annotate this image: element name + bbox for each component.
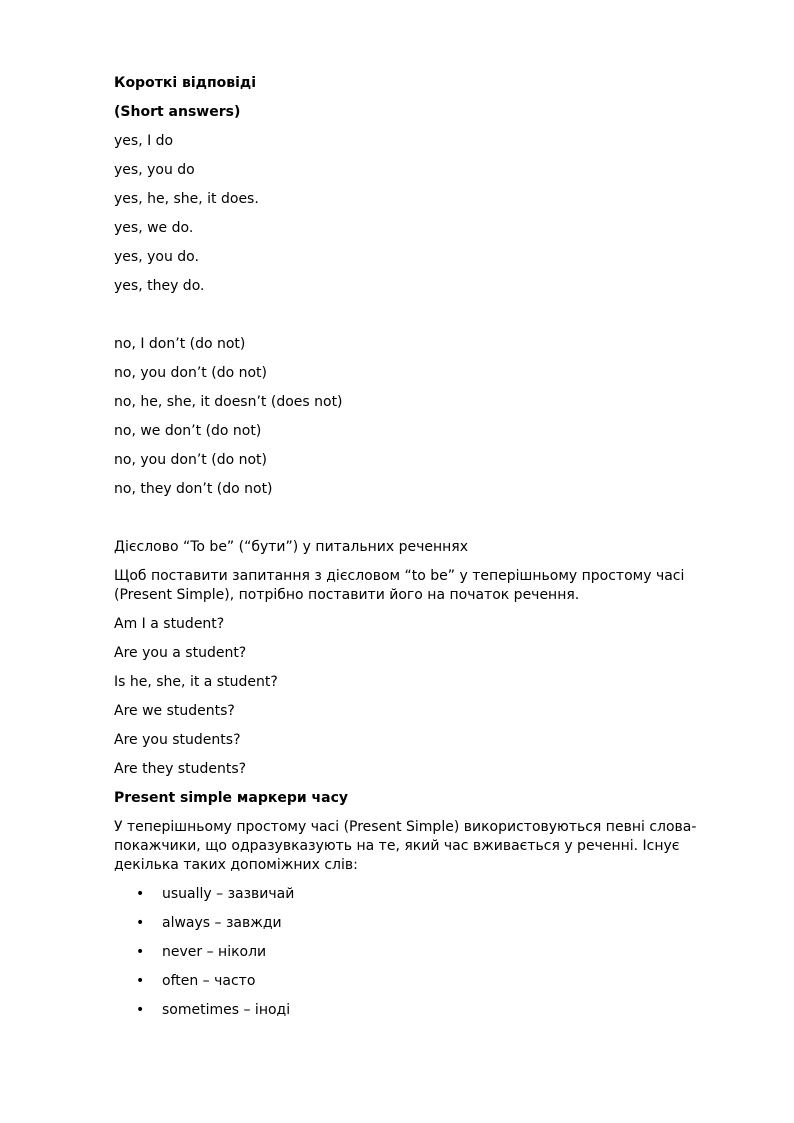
yes-answer: yes, you do: [114, 162, 195, 178]
section-title: Короткі відповіді: [114, 75, 257, 91]
blank-line: [114, 306, 729, 325]
to-be-question: Am I a student?: [114, 616, 225, 632]
marker-text: usually – зазвичай: [162, 886, 295, 902]
markers-intro: У теперішньому простому часі (Present Simple) використовуються певні слова-покажчики, що одразувказують на те, який час вживається у реченні. Існує декілька таких допоміжних слів:: [114, 819, 697, 873]
section-subtitle: (Short answers): [114, 104, 241, 120]
to-be-question: Are they students?: [114, 761, 247, 777]
to-be-intro: Щоб поставити запитання з дієсловом “to be” у теперішньому простому часі (Present Simple), потрібно поставити його на початок речення.: [114, 568, 685, 603]
no-answer: no, you don’t (do not): [114, 365, 267, 381]
list-item: [114, 943, 729, 962]
to-be-question: Are you a student?: [114, 645, 247, 661]
to-be-question: Are we students?: [114, 703, 235, 719]
list-item: [114, 972, 729, 991]
bullet-icon: •: [136, 915, 145, 931]
yes-answer: yes, I do: [114, 133, 174, 149]
list-item: [114, 914, 729, 933]
to-be-question: Is he, she, it a student?: [114, 674, 278, 690]
yes-answer: yes, we do.: [114, 220, 194, 236]
document-page: [114, 74, 729, 1030]
marker-text: never – ніколи: [162, 944, 267, 960]
markers-list: [114, 885, 729, 1020]
no-answer: no, he, she, it doesn’t (does not): [114, 394, 343, 410]
bullet-icon: •: [136, 973, 145, 989]
no-answer: no, I don’t (do not): [114, 336, 246, 352]
marker-text: often – часто: [162, 973, 256, 989]
blank-line: [114, 509, 729, 528]
marker-text: sometimes – іноді: [162, 1002, 291, 1018]
no-answer: no, they don’t (do not): [114, 481, 273, 497]
list-item: [114, 885, 729, 904]
list-item: [114, 1001, 729, 1020]
to-be-heading: Дієслово “To be” (“бути”) у питальних реченнях: [114, 539, 468, 555]
bullet-icon: •: [136, 944, 145, 960]
yes-answer: yes, he, she, it does.: [114, 191, 259, 207]
bullet-icon: •: [136, 886, 145, 902]
marker-text: always – завжди: [162, 915, 282, 931]
yes-answer: yes, they do.: [114, 278, 205, 294]
no-answer: no, you don’t (do not): [114, 452, 267, 468]
no-answer: no, we don’t (do not): [114, 423, 262, 439]
markers-heading: Present simple маркери часу: [114, 790, 349, 806]
yes-answer: yes, you do.: [114, 249, 199, 265]
to-be-question: Are you students?: [114, 732, 241, 748]
bullet-icon: •: [136, 1002, 145, 1018]
